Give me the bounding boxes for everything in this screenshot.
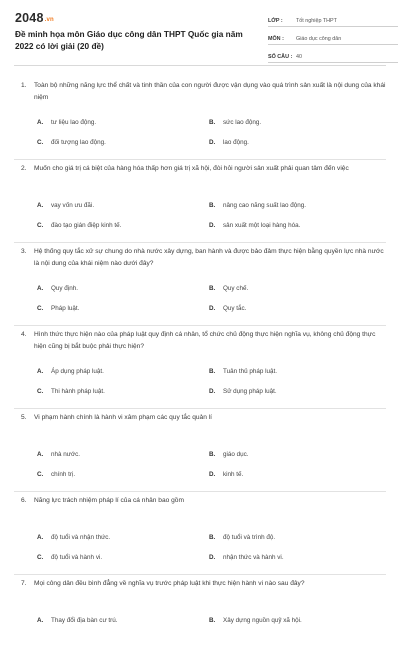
question-1 [14, 80, 386, 163]
option-row [14, 446, 386, 463]
option-text: Quy tắc. [223, 305, 247, 312]
question-text [14, 412, 386, 444]
meta-value: Tốt nghiệp THPT [296, 18, 337, 24]
option-row [14, 529, 386, 546]
option-row [14, 363, 386, 380]
question-2 [14, 163, 386, 246]
option-letter: A. [37, 451, 44, 458]
question-list [14, 80, 386, 661]
answer-option[interactable] [209, 114, 381, 131]
answer-option[interactable] [37, 383, 209, 400]
question-body: Mọi công dân đều bình đẳng về nghĩa vụ trước pháp luật khi thực hiện hành vi nào sau đây? [34, 580, 305, 587]
option-text: độ tuổi và trình độ. [223, 534, 276, 541]
answer-option[interactable] [37, 114, 209, 131]
answer-option[interactable] [37, 466, 209, 483]
answer-option[interactable] [209, 217, 381, 234]
answer-option[interactable] [209, 300, 381, 317]
answer-option[interactable] [209, 549, 381, 566]
answer-option[interactable] [37, 217, 209, 234]
question-divider [14, 408, 386, 409]
option-letter: C. [37, 222, 44, 229]
question-number: 6. [21, 497, 27, 504]
question-number: 3. [21, 248, 27, 255]
option-text: nâng cao năng suất lao động. [223, 202, 306, 209]
answer-option[interactable] [37, 280, 209, 297]
option-text: Sử dụng pháp luật. [223, 388, 277, 395]
answer-option[interactable] [37, 446, 209, 463]
question-divider [14, 325, 386, 326]
option-letter: D. [209, 554, 216, 561]
option-row [14, 114, 386, 131]
option-text: vay vốn ưu đãi. [51, 202, 95, 209]
question-body: Hệ thống quy tắc xử sự chung do nhà nước xây dựng, ban hành và được bảo đảm thực hiện bằng quyền lực nhà nước là nội dung của khái niệm nào dưới đây? [34, 248, 384, 267]
question-7 [14, 578, 386, 661]
answer-option[interactable] [37, 549, 209, 566]
option-text: Áp dụng pháp luật. [51, 368, 104, 375]
option-letter: C. [37, 388, 44, 395]
question-5 [14, 412, 386, 495]
option-letter: A. [37, 368, 44, 375]
answer-option[interactable] [37, 197, 209, 214]
option-letter: D. [209, 471, 216, 478]
option-text: sức lao động. [223, 119, 262, 126]
meta-row-count [268, 50, 398, 63]
option-text: Thi hành pháp luật. [51, 388, 105, 395]
question-4 [14, 329, 386, 412]
question-text [14, 80, 386, 112]
question-number: 7. [21, 580, 27, 587]
option-row [14, 466, 386, 483]
answer-option[interactable] [37, 300, 209, 317]
question-number: 4. [21, 331, 27, 338]
answer-option[interactable] [37, 529, 209, 546]
question-body: Năng lực trách nhiệm pháp lí của cá nhân bao gồm [34, 497, 184, 504]
option-letter: D. [209, 388, 216, 395]
option-text: nhận thức và hành vi. [223, 554, 284, 561]
option-letter: A. [37, 617, 44, 624]
option-letter: A. [37, 285, 44, 292]
option-letter: C. [37, 554, 44, 561]
option-text: độ tuổi và hành vi. [51, 554, 103, 561]
question-text [14, 163, 386, 195]
option-text: Quy chế. [223, 285, 249, 292]
option-row [14, 197, 386, 214]
question-divider [14, 574, 386, 575]
answer-option[interactable] [209, 383, 381, 400]
meta-row-subject [268, 32, 398, 45]
answer-option[interactable] [209, 197, 381, 214]
document-header [14, 0, 386, 66]
option-letter: B. [209, 368, 216, 375]
answer-option[interactable] [37, 134, 209, 151]
option-text: sản xuất một loại hàng hóa. [223, 222, 301, 229]
question-body: Vi phạm hành chính là hành vi xâm phạm các quy tắc quản lí [34, 414, 213, 421]
option-letter: D. [209, 222, 216, 229]
question-number: 5. [21, 414, 27, 421]
option-letter: C. [37, 471, 44, 478]
option-letter: B. [209, 202, 216, 209]
document-meta [268, 14, 398, 68]
option-letter: B. [209, 534, 216, 541]
option-letter: A. [37, 534, 44, 541]
option-text: kinh tế. [223, 471, 244, 478]
question-text [14, 329, 386, 361]
answer-option[interactable] [209, 446, 381, 463]
option-text: chính trị. [51, 471, 76, 478]
option-row [14, 217, 386, 234]
question-number: 2. [21, 165, 27, 172]
logo-suffix: .vn [44, 17, 54, 23]
answer-option[interactable] [209, 280, 381, 297]
option-letter: D. [209, 305, 216, 312]
site-logo[interactable] [15, 11, 54, 25]
option-text: nhà nước. [51, 451, 81, 458]
question-divider [14, 159, 386, 160]
option-text: Thay đổi địa bàn cư trú. [51, 617, 118, 624]
answer-option[interactable] [37, 363, 209, 380]
option-letter: C. [37, 305, 44, 312]
option-row [14, 134, 386, 151]
meta-value: Giáo dục công dân [296, 36, 342, 42]
question-text [14, 578, 386, 610]
option-text: giáo dục. [223, 451, 249, 458]
option-letter: B. [209, 451, 216, 458]
answer-option[interactable] [209, 466, 381, 483]
answer-option[interactable] [209, 529, 381, 546]
option-letter: B. [209, 617, 216, 624]
option-text: đối tượng lao động. [51, 139, 106, 146]
option-row [14, 549, 386, 566]
question-3 [14, 246, 386, 329]
option-text: độ tuổi và nhận thức. [51, 534, 111, 541]
option-text: Tuân thủ pháp luật. [223, 368, 278, 375]
answer-option[interactable] [37, 612, 209, 629]
option-letter: C. [37, 139, 44, 146]
answer-option[interactable] [209, 134, 381, 151]
question-body: Hình thức thực hiện nào của pháp luật quy định cá nhân, tổ chức chủ động thực hiện nghĩa vụ, không chủ động thực hiện cũng bị bắt buộc phải thực hiện? [34, 331, 376, 350]
option-row [14, 612, 386, 629]
meta-label: SỐ CÂU : [268, 54, 293, 60]
option-letter: B. [209, 285, 216, 292]
option-row [14, 383, 386, 400]
question-divider [14, 491, 386, 492]
option-letter: B. [209, 119, 216, 126]
option-letter: A. [37, 202, 44, 209]
question-text [14, 495, 386, 527]
option-text: lao động. [223, 139, 249, 146]
logo-text: 2048 [15, 11, 44, 25]
option-text: Quy định. [51, 285, 78, 292]
meta-value: 40 [296, 54, 302, 60]
question-text [14, 246, 386, 278]
question-body: Toàn bộ những năng lực thể chất và tinh thần của con người được vận dụng vào quá trình sản xuất là nội dung của khái niệm [34, 82, 386, 101]
option-text: đào tạo gián điệp kinh tế. [51, 222, 122, 229]
option-text: Pháp luật. [51, 305, 80, 312]
option-letter: A. [37, 119, 44, 126]
document-title: Đề minh họa môn Giáo dục công dân THPT Quốc gia năm 2022 có lời giải (20 đề) [15, 29, 243, 51]
meta-row-grade [268, 14, 398, 27]
question-body: Muốn cho giá trị cá biệt của hàng hóa thấp hơn giá trị xã hội, đòi hỏi người sản xuất phải quan tâm đến việc [34, 165, 349, 172]
question-number: 1. [21, 82, 27, 89]
option-text: Xây dựng nguồn quỹ xã hội. [223, 617, 302, 624]
option-letter: D. [209, 139, 216, 146]
answer-option[interactable] [209, 363, 381, 380]
option-row [14, 300, 386, 317]
option-row [14, 280, 386, 297]
meta-label: MÔN : [268, 36, 284, 42]
answer-option[interactable] [209, 612, 381, 629]
meta-label: LỚP : [268, 18, 283, 24]
question-divider [14, 242, 386, 243]
option-text: tư liệu lao động. [51, 119, 97, 126]
question-6 [14, 495, 386, 578]
